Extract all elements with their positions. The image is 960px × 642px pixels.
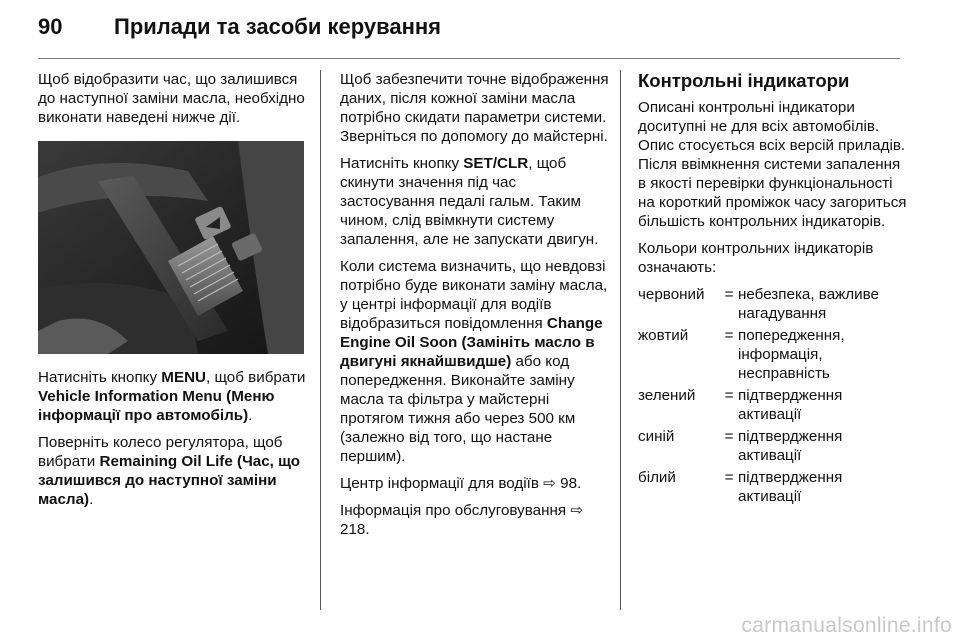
paragraph: Щоб відобразити час, що залишився до наступної заміни масла, необхідно виконати наведені нижче дії. bbox=[38, 71, 305, 126]
page-number: 90 bbox=[38, 14, 63, 39]
text-run: Коли система визначить, що невдовзі потрібно буде виконати заміну масла, у центрі інформації для водіїв відобразиться повідомлення bbox=[340, 258, 608, 332]
text-run: або код попередження. Виконайте заміну масла та фільтра у майстерні протягом тижня або через 500 км (залежно від того, що настане першим). bbox=[340, 353, 576, 465]
paragraph: Описані контрольні індикатори доситупні не для всіх автомобілів. Опис стосується всіх версій приладів. Після ввімкнення системи запалення в якості перевірки функціональності на короткий проміжок часу загориться більшість контрольних індикаторів. bbox=[638, 99, 907, 230]
color-name: білий bbox=[638, 469, 676, 486]
color-legend-row bbox=[638, 468, 908, 509]
column-middle bbox=[340, 70, 610, 547]
text-run: Натисніть кнопку bbox=[340, 155, 464, 172]
page-header bbox=[38, 14, 441, 46]
color-meaning: підтвердження активації bbox=[738, 428, 843, 464]
set-clr-button-label: SET/CLR bbox=[463, 155, 529, 172]
menu-item-name: Remaining Oil Life (Час, що залишився до наступної заміни масла) bbox=[38, 453, 300, 508]
paragraph bbox=[340, 257, 610, 466]
page-reference-link[interactable]: 98 bbox=[560, 475, 578, 492]
paragraph: Щоб забезпечити точне відображення даних, після кожної заміни масла потрібно скидати параметри системи. Зверніться по допомогу до майстерні. bbox=[340, 71, 609, 145]
section-heading: Контрольні індикатори bbox=[638, 70, 850, 91]
column-left bbox=[38, 70, 306, 517]
cross-reference bbox=[340, 474, 610, 493]
page-reference-link[interactable]: 218 bbox=[340, 521, 366, 538]
text-run: Натисніть кнопку bbox=[38, 369, 162, 386]
column-divider bbox=[320, 70, 321, 610]
color-name: синій bbox=[638, 428, 675, 445]
color-meaning: підтвердження активації bbox=[738, 469, 843, 505]
color-meaning: небезпека, важливе нагадування bbox=[738, 286, 879, 322]
page-title: Прилади та засоби керування bbox=[114, 14, 442, 39]
equals-sign: = bbox=[724, 428, 734, 445]
text-run: , щоб вибрати bbox=[206, 369, 306, 386]
equals-sign: = bbox=[724, 469, 734, 486]
header-rule bbox=[38, 58, 900, 59]
reference-arrow-icon: ⇨ bbox=[570, 502, 584, 519]
color-name: зелений bbox=[638, 387, 696, 404]
cross-reference bbox=[340, 501, 610, 539]
equals-sign: = bbox=[724, 327, 734, 344]
color-name: жовтий bbox=[638, 327, 689, 344]
color-meaning: попередження, інформація, несправність bbox=[738, 327, 845, 382]
color-legend-row bbox=[638, 285, 908, 326]
stalk-illustration-drawing bbox=[38, 141, 304, 354]
equals-sign: = bbox=[724, 387, 734, 404]
stalk-illustration bbox=[38, 141, 304, 354]
menu-button-label: MENU bbox=[161, 369, 207, 386]
text-run: . bbox=[577, 475, 582, 492]
paragraph: Кольори контрольних індикаторів означають: bbox=[638, 240, 874, 276]
color-name: червоний bbox=[638, 286, 705, 303]
color-legend-row bbox=[638, 326, 908, 386]
color-legend-table bbox=[638, 285, 908, 509]
column-divider bbox=[620, 70, 621, 610]
equals-sign: = bbox=[724, 286, 734, 303]
paragraph bbox=[340, 154, 610, 249]
color-legend-row bbox=[638, 386, 908, 427]
text-run: . bbox=[89, 491, 94, 508]
text-run: Центр інформації для водіїв bbox=[340, 475, 544, 492]
column-right bbox=[638, 70, 908, 509]
text-run: , щоб скинути значення під час застосування педалі гальм. Таким чином, слід ввімкнути систему запалення, але не запускати двигун. bbox=[340, 155, 599, 248]
menu-name: Vehicle Information Menu (Меню інформації про автомобіль) bbox=[38, 388, 275, 424]
text-run: Поверніть колесо регулятора, щоб вибрати bbox=[38, 434, 283, 470]
paragraph bbox=[38, 433, 306, 509]
paragraph bbox=[38, 368, 306, 425]
watermark: carmanualsonline.info bbox=[741, 614, 952, 637]
text-run: . bbox=[248, 407, 253, 424]
text-run: . bbox=[365, 521, 370, 538]
warning-message: Change Engine Oil Soon (Замініть масло в двигуні якнайшвидше) bbox=[340, 315, 603, 370]
text-run: Інформація про обслуговування bbox=[340, 502, 571, 519]
reference-arrow-icon: ⇨ bbox=[543, 475, 556, 492]
color-meaning: підтвердження активації bbox=[738, 387, 843, 423]
color-legend-row bbox=[638, 427, 908, 468]
